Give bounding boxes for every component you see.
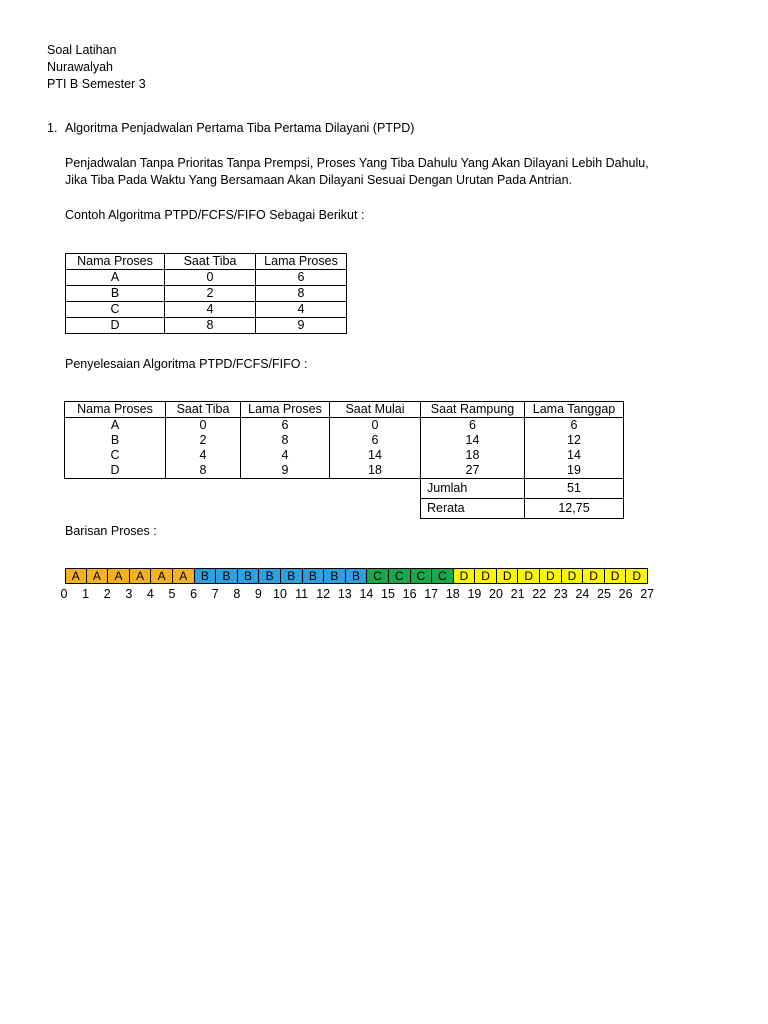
time-tick: 10 [273,587,287,601]
table-cell: A [66,270,165,286]
gantt-cell-23: D [562,568,584,584]
process-gantt-bar [65,568,648,584]
table-cell: 2 [166,433,241,448]
gantt-cell-21: D [518,568,540,584]
time-tick: 18 [445,587,460,601]
gantt-cell-9: B [259,568,281,584]
time-tick: 25 [597,587,611,601]
table-cell: 9 [241,463,330,479]
gantt-cell-5: A [173,568,195,584]
paragraph-line-1: Penjadwalan Tanpa Prioritas Tanpa Prempsi, Proses Yang Tiba Dahulu Yang Akan Dilayani Lebih Dahulu, [65,156,649,170]
time-tick: 6 [190,587,198,601]
time-tick: 16 [402,587,417,601]
time-tick: 9 [254,587,262,601]
time-tick: 15 [381,587,395,601]
time-tick: 23 [553,587,568,601]
gantt-cell-20: D [497,568,519,584]
time-tick: 7 [211,587,219,601]
table-cell: 4 [165,302,256,318]
rerata-label: Rerata [421,499,525,519]
blank-cell [65,499,421,519]
jumlah-row [65,479,624,499]
gantt-cell-18: D [454,568,476,584]
header-cell: Saat Tiba [165,254,256,270]
gantt-cell-3: A [130,568,152,584]
blank-cell [65,479,421,499]
time-tick: 21 [510,587,525,601]
gantt-cell-25: D [605,568,627,584]
table-cell: 18 [421,448,525,463]
time-tick: 24 [575,587,590,601]
header-cell: Saat Rampung [421,402,525,418]
gantt-cell-1: A [87,568,109,584]
gantt-cell-14: C [367,568,389,584]
header-cell: Saat Mulai [330,402,421,418]
table-row [66,302,347,318]
gantt-cell-7: B [216,568,238,584]
gantt-cell-17: C [432,568,454,584]
table-row [66,270,347,286]
header-cell: Lama Tanggap [525,402,624,418]
process-table [65,253,347,334]
jumlah-label: Jumlah [421,479,525,499]
time-tick: 3 [125,587,133,601]
header-line-2: Nurawalyah [47,60,114,74]
gantt-cell-26: D [626,568,648,584]
table-cell: 14 [421,433,525,448]
time-tick: 0 [60,587,68,601]
gantt-cell-0: A [65,568,87,584]
table-cell: 6 [525,418,624,434]
table-cell: 8 [165,318,256,334]
header-cell: Nama Proses [65,402,166,418]
table-cell: 14 [525,448,624,463]
table-cell: 8 [166,463,241,479]
time-tick: 11 [295,587,309,601]
table-header-row [65,402,624,418]
gantt-cell-11: B [303,568,325,584]
queue-label: Barisan Proses : [65,524,157,538]
gantt-cell-6: B [195,568,217,584]
gantt-cell-19: D [475,568,497,584]
time-tick: 19 [467,587,482,601]
table-cell: 9 [256,318,347,334]
example-label: Contoh Algoritma PTPD/FCFS/FIFO Sebagai Berikut : [65,208,365,222]
time-tick: 1 [82,587,90,601]
time-tick: 22 [532,587,547,601]
table-cell: 18 [330,463,421,479]
header-cell: Lama Proses [256,254,347,270]
table-cell: 12 [525,433,624,448]
table-cell: 19 [525,463,624,479]
solution-label: Penyelesaian Algoritma PTPD/FCFS/FIFO : [65,357,308,371]
table-cell: 8 [256,286,347,302]
header-line-3: PTI B Semester 3 [47,77,146,91]
table-cell: 2 [165,286,256,302]
table-cell: 6 [256,270,347,286]
table-cell: 4 [166,448,241,463]
table-row [65,463,624,479]
time-tick: 4 [146,587,154,601]
table-row [65,448,624,463]
gantt-cell-22: D [540,568,562,584]
time-tick: 17 [424,587,439,601]
gantt-cell-15: C [389,568,411,584]
table-cell: 0 [330,418,421,434]
table-cell: 4 [241,448,330,463]
time-tick: 12 [316,587,331,601]
time-axis [0,586,768,604]
time-tick: 14 [359,587,374,601]
solution-table [64,401,624,519]
header-cell: Nama Proses [66,254,165,270]
time-tick: 2 [103,587,111,601]
table-row [65,433,624,448]
time-tick: 5 [168,587,176,601]
section-number: 1. [47,121,58,135]
paragraph-line-2: Jika Tiba Pada Waktu Yang Bersamaan Akan Dilayani Sesuai Dengan Urutan Pada Antrian. [65,173,573,187]
gantt-cell-12: B [324,568,346,584]
time-tick: 26 [618,587,633,601]
table-cell: C [65,448,166,463]
time-tick: 20 [489,587,503,601]
header-line-1: Soal Latihan [47,43,117,57]
table-row [66,286,347,302]
table-cell: 6 [421,418,525,434]
table-cell: 8 [241,433,330,448]
table-cell: B [66,286,165,302]
rerata-row [65,499,624,519]
gantt-cell-2: A [108,568,130,584]
header-cell: Saat Tiba [166,402,241,418]
time-tick: 8 [233,587,241,601]
table-cell: 4 [256,302,347,318]
table-cell: 6 [330,433,421,448]
gantt-cell-16: C [411,568,433,584]
time-tick: 27 [640,587,655,601]
table-cell: 14 [330,448,421,463]
gantt-cell-24: D [583,568,605,584]
table-cell: B [65,433,166,448]
gantt-cell-4: A [151,568,173,584]
table-row [65,418,624,434]
jumlah-value: 51 [525,479,624,499]
table-cell: C [66,302,165,318]
gantt-cell-10: B [281,568,303,584]
table-cell: D [65,463,166,479]
table-row [66,318,347,334]
table-cell: 0 [165,270,256,286]
table-cell: A [65,418,166,434]
gantt-cell-8: B [238,568,260,584]
rerata-value: 12,75 [525,499,624,519]
table-cell: 0 [166,418,241,434]
table-header-row [66,254,347,270]
table-cell: D [66,318,165,334]
time-tick: 13 [337,587,352,601]
table-cell: 27 [421,463,525,479]
gantt-cell-13: B [346,568,368,584]
header-cell: Lama Proses [241,402,330,418]
section-title: Algoritma Penjadwalan Pertama Tiba Pertama Dilayani (PTPD) [65,121,415,135]
table-cell: 6 [241,418,330,434]
